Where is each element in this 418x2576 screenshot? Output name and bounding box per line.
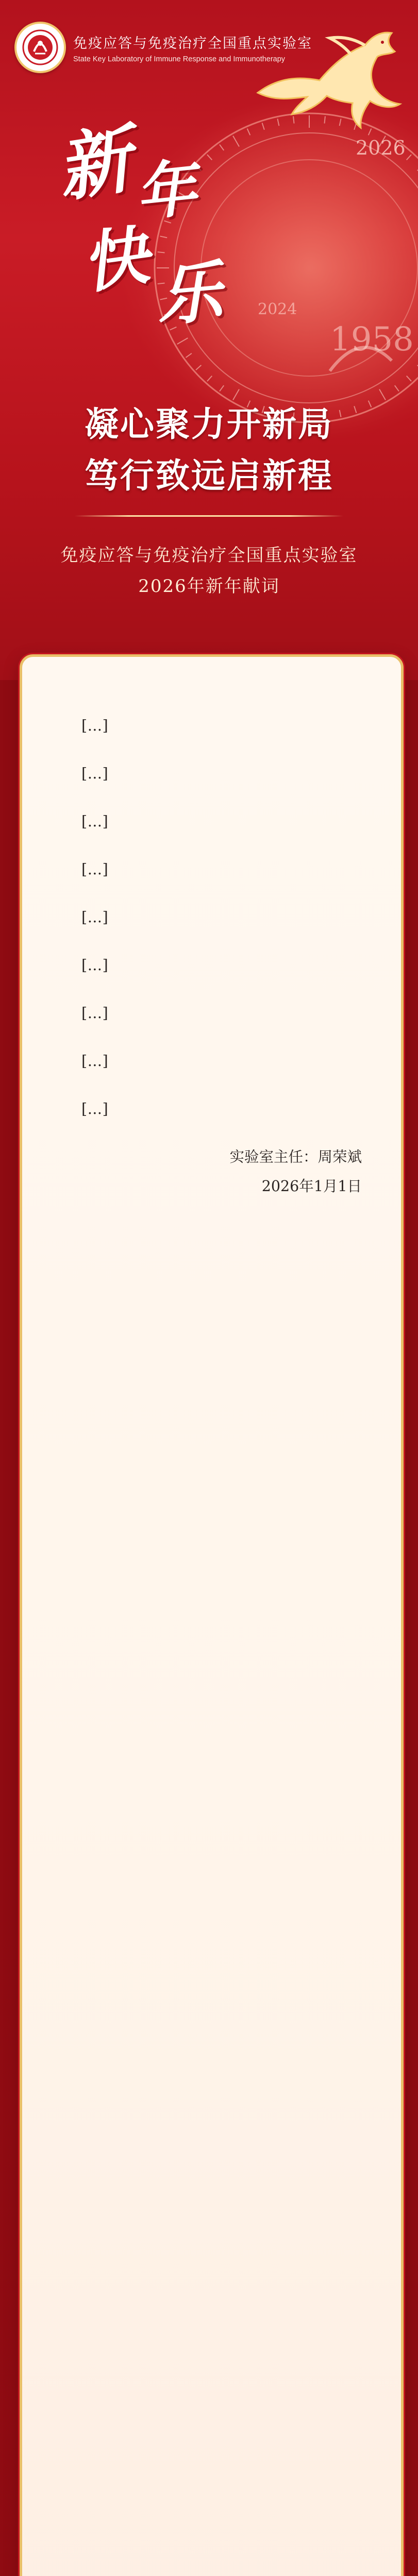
greeting-char-4: 乐 [153, 252, 226, 336]
greeting-char-3: 快 [77, 217, 154, 303]
signature: 实验室主任：周荣斌 [229, 1148, 362, 1165]
headline-line-1: 凝心聚力开新局 [85, 404, 333, 444]
greeting-char-2: 年 [132, 151, 200, 229]
letter-paragraph: […] [81, 765, 109, 782]
letter-paragraph: […] [81, 909, 109, 926]
letter-date: 2026年1月1日 [261, 1178, 362, 1195]
letter-paragraph: […] [81, 1053, 109, 1070]
new-year-greeting [0, 0, 418, 336]
hero-banner [0, 0, 418, 680]
letter-paragraph: […] [81, 861, 109, 878]
dial-number-1958: 1958 [330, 320, 414, 359]
subtitle-year: 2026年新年献词 [138, 576, 280, 597]
lab-name-en: State Key Laboratory of Immune Response and Immunotherapy [73, 55, 286, 63]
greeting-char-1: 新 [51, 116, 137, 212]
headline-line-2: 笃行致远启新程 [85, 455, 333, 496]
letter-paragraph: […] [81, 1005, 109, 1022]
letter-card [20, 654, 404, 2576]
dial-number-2024: 2024 [258, 300, 297, 318]
lab-name-cn: 免疫应答与免疫治疗全国重点实验室 [73, 35, 312, 52]
subtitle-lab: 免疫应答与免疫治疗全国重点实验室 [60, 545, 358, 566]
dial-number-2026: 2026 [356, 137, 406, 159]
letter-paragraph: […] [81, 1100, 109, 1117]
letter-paragraph: […] [81, 717, 109, 734]
letter-paragraph: […] [81, 957, 109, 974]
letter-body [52, 711, 371, 1201]
gold-divider [75, 515, 343, 517]
letter-paragraph: […] [81, 813, 109, 830]
laboratory-building-illustration [22, 2571, 401, 2576]
